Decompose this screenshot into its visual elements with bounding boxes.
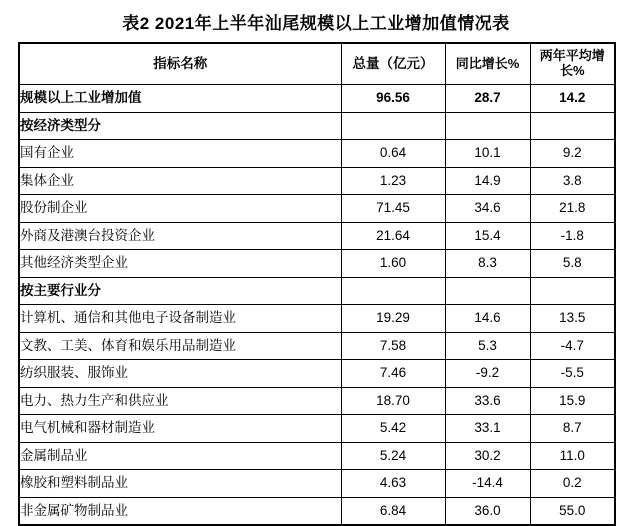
- table-row: [19, 195, 615, 223]
- row-yoy: 8.3: [445, 250, 530, 278]
- page-title: 表2 2021年上半年汕尾规模以上工业增加值情况表: [122, 14, 510, 33]
- table-row: [19, 140, 615, 168]
- table-row: [19, 250, 615, 278]
- row-yoy: 30.2: [445, 442, 530, 470]
- row-label: 电力、热力生产和供应业: [19, 387, 341, 415]
- row-label: 文教、工美、体育和娱乐用品制造业: [19, 332, 341, 360]
- row-label: 金属制品业: [19, 442, 341, 470]
- row-total: 4.63: [341, 470, 445, 498]
- row-yoy: 36.0: [445, 497, 530, 525]
- row-total: 7.46: [341, 360, 445, 388]
- row-yoy: 34.6: [445, 195, 530, 223]
- row-yoy: -14.4: [445, 470, 530, 498]
- table-row: [19, 85, 615, 113]
- row-total: 96.56: [341, 85, 445, 113]
- row-total: 1.60: [341, 250, 445, 278]
- row-two-year-avg: 3.8: [530, 167, 615, 195]
- row-two-year-avg: [530, 112, 615, 140]
- row-yoy: [445, 112, 530, 140]
- row-yoy: -9.2: [445, 360, 530, 388]
- table-row: [19, 332, 615, 360]
- row-label: 集体企业: [19, 167, 341, 195]
- row-label: 国有企业: [19, 140, 341, 168]
- row-label: 纺织服装、服饰业: [19, 360, 341, 388]
- row-total: 5.24: [341, 442, 445, 470]
- row-yoy: 15.4: [445, 222, 530, 250]
- row-two-year-avg: 5.8: [530, 250, 615, 278]
- table-row: [19, 222, 615, 250]
- row-yoy: 14.9: [445, 167, 530, 195]
- table-row: [19, 497, 615, 525]
- table-row: [19, 415, 615, 443]
- row-label: 计算机、通信和其他电子设备制造业: [19, 305, 341, 333]
- table-row: [19, 305, 615, 333]
- row-two-year-avg: -1.8: [530, 222, 615, 250]
- row-yoy: 33.6: [445, 387, 530, 415]
- table-container: [0, 42, 632, 526]
- row-two-year-avg: 0.2: [530, 470, 615, 498]
- row-total: 5.42: [341, 415, 445, 443]
- row-total: [341, 277, 445, 305]
- row-total: 18.70: [341, 387, 445, 415]
- row-two-year-avg: 14.2: [530, 85, 615, 113]
- table-row: [19, 387, 615, 415]
- row-label: 按主要行业分: [19, 277, 341, 305]
- row-total: 19.29: [341, 305, 445, 333]
- table-row: [19, 360, 615, 388]
- row-two-year-avg: 8.7: [530, 415, 615, 443]
- row-total: 71.45: [341, 195, 445, 223]
- row-two-year-avg: -4.7: [530, 332, 615, 360]
- row-yoy: [445, 277, 530, 305]
- table-row: [19, 277, 615, 305]
- row-two-year-avg: 9.2: [530, 140, 615, 168]
- row-label: 其他经济类型企业: [19, 250, 341, 278]
- row-total: 21.64: [341, 222, 445, 250]
- row-total: 1.23: [341, 167, 445, 195]
- row-yoy: 28.7: [445, 85, 530, 113]
- row-two-year-avg: [530, 277, 615, 305]
- table-row: [19, 112, 615, 140]
- row-yoy: 14.6: [445, 305, 530, 333]
- row-label: 股份制企业: [19, 195, 341, 223]
- table-header-row: [19, 43, 615, 85]
- row-two-year-avg: 21.8: [530, 195, 615, 223]
- row-two-year-avg: 11.0: [530, 442, 615, 470]
- row-label: 橡胶和塑料制品业: [19, 470, 341, 498]
- row-label: 非金属矿物制品业: [19, 497, 341, 525]
- row-two-year-avg: 15.9: [530, 387, 615, 415]
- row-total: 0.64: [341, 140, 445, 168]
- column-header-two-year-avg: 两年平均增长%: [530, 43, 615, 85]
- row-yoy: 5.3: [445, 332, 530, 360]
- row-two-year-avg: 55.0: [530, 497, 615, 525]
- table-row: [19, 167, 615, 195]
- statistics-table: [18, 42, 616, 526]
- row-two-year-avg: -5.5: [530, 360, 615, 388]
- column-header-yoy: 同比增长%: [445, 43, 530, 85]
- row-label: 按经济类型分: [19, 112, 341, 140]
- row-label: 电气机械和器材制造业: [19, 415, 341, 443]
- row-total: 6.84: [341, 497, 445, 525]
- column-header-indicator: 指标名称: [19, 43, 341, 85]
- table-row: [19, 470, 615, 498]
- table-row: [19, 442, 615, 470]
- column-header-total: 总量（亿元）: [341, 43, 445, 85]
- table-body: [19, 85, 615, 526]
- row-label: 规模以上工业增加值: [19, 85, 341, 113]
- row-total: [341, 112, 445, 140]
- row-label: 外商及港澳台投资企业: [19, 222, 341, 250]
- row-yoy: 10.1: [445, 140, 530, 168]
- row-two-year-avg: 13.5: [530, 305, 615, 333]
- row-total: 7.58: [341, 332, 445, 360]
- row-yoy: 33.1: [445, 415, 530, 443]
